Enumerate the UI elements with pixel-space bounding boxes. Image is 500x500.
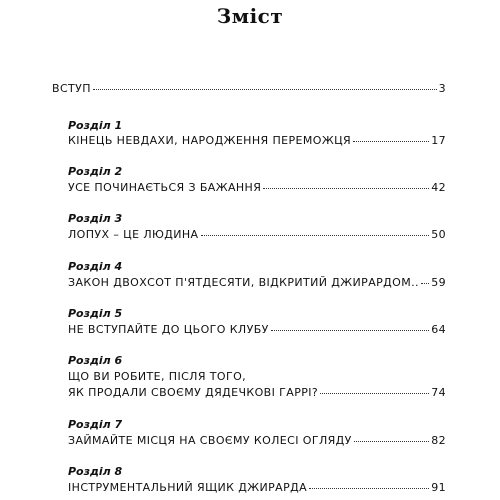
dot-leader (309, 488, 429, 489)
chapter-label: Розділ 7 (68, 418, 123, 431)
toc-entry-page: 3 (438, 82, 446, 95)
toc-entry-page: 74 (431, 386, 446, 399)
chapter-label: Розділ 4 (68, 260, 123, 273)
toc-entry-title: ЗАКОН ДВОХСОТ П'ЯТДЕСЯТИ, ВІДКРИТИЙ ДЖИРАРДОМ.. (68, 276, 419, 289)
toc-entry-page: 91 (431, 481, 446, 494)
toc-entry-chapter-7 (68, 434, 446, 447)
toc-entry-chapter-5 (68, 323, 446, 336)
toc-entry-chapter-2 (68, 181, 446, 194)
toc-entry-chapter-6 (68, 386, 446, 399)
dot-leader (421, 283, 429, 284)
chapter-label: Розділ 6 (68, 354, 123, 367)
toc-entry-chapter-8 (68, 481, 446, 494)
toc-entry-title: ВСТУП (52, 82, 91, 95)
dot-leader (353, 141, 429, 142)
toc-entry-page: 17 (431, 134, 446, 147)
toc-entry-title: НЕ ВСТУПАЙТЕ ДО ЦЬОГО КЛУБУ (68, 323, 269, 336)
chapter-label: Розділ 2 (68, 165, 123, 178)
dot-leader (354, 441, 429, 442)
toc-entry-page: 82 (431, 434, 446, 447)
dot-leader (263, 188, 429, 189)
toc-entry-title: ЗАЙМАЙТЕ МІСЦЯ НА СВОЄМУ КОЛЕСІ ОГЛЯДУ (68, 434, 352, 447)
chapter-label: Розділ 3 (68, 212, 123, 225)
dot-leader (93, 89, 437, 90)
dot-leader (271, 330, 429, 331)
toc-entry-page: 59 (431, 276, 446, 289)
toc-entry-title: ЛОПУХ – ЦЕ ЛЮДИНА (68, 228, 199, 241)
toc-entry-chapter-3 (68, 228, 446, 241)
toc-entry-title-line: ЩО ВИ РОБИТЕ, ПІСЛЯ ТОГО, (68, 370, 247, 383)
chapter-label: Розділ 8 (68, 465, 123, 478)
page-title: Зміст (216, 4, 284, 28)
toc-entry-page: 64 (431, 323, 446, 336)
dot-leader (320, 393, 429, 394)
toc-entry-chapter-4 (68, 276, 446, 289)
toc-entry-title: КІНЕЦЬ НЕВДАХИ, НАРОДЖЕННЯ ПЕРЕМОЖЦЯ (68, 134, 352, 147)
toc-entry-title: УСЕ ПОЧИНАЄТЬСЯ З БАЖАННЯ (68, 181, 262, 194)
toc-entry-intro (52, 82, 446, 95)
toc-entry-page: 42 (431, 181, 446, 194)
chapter-label: Розділ 1 (68, 119, 123, 132)
chapter-label: Розділ 5 (68, 307, 123, 320)
toc-entry-title: ЯК ПРОДАЛИ СВОЄМУ ДЯДЕЧКОВІ ГАРРІ? (68, 386, 319, 399)
toc-entry-chapter-1 (68, 134, 446, 147)
toc-entry-title: ІНСТРУМЕНТАЛЬНИЙ ЯЩИК ДЖИРАРДА (68, 481, 308, 494)
toc-entry-page: 50 (431, 228, 446, 241)
dot-leader (201, 235, 430, 236)
